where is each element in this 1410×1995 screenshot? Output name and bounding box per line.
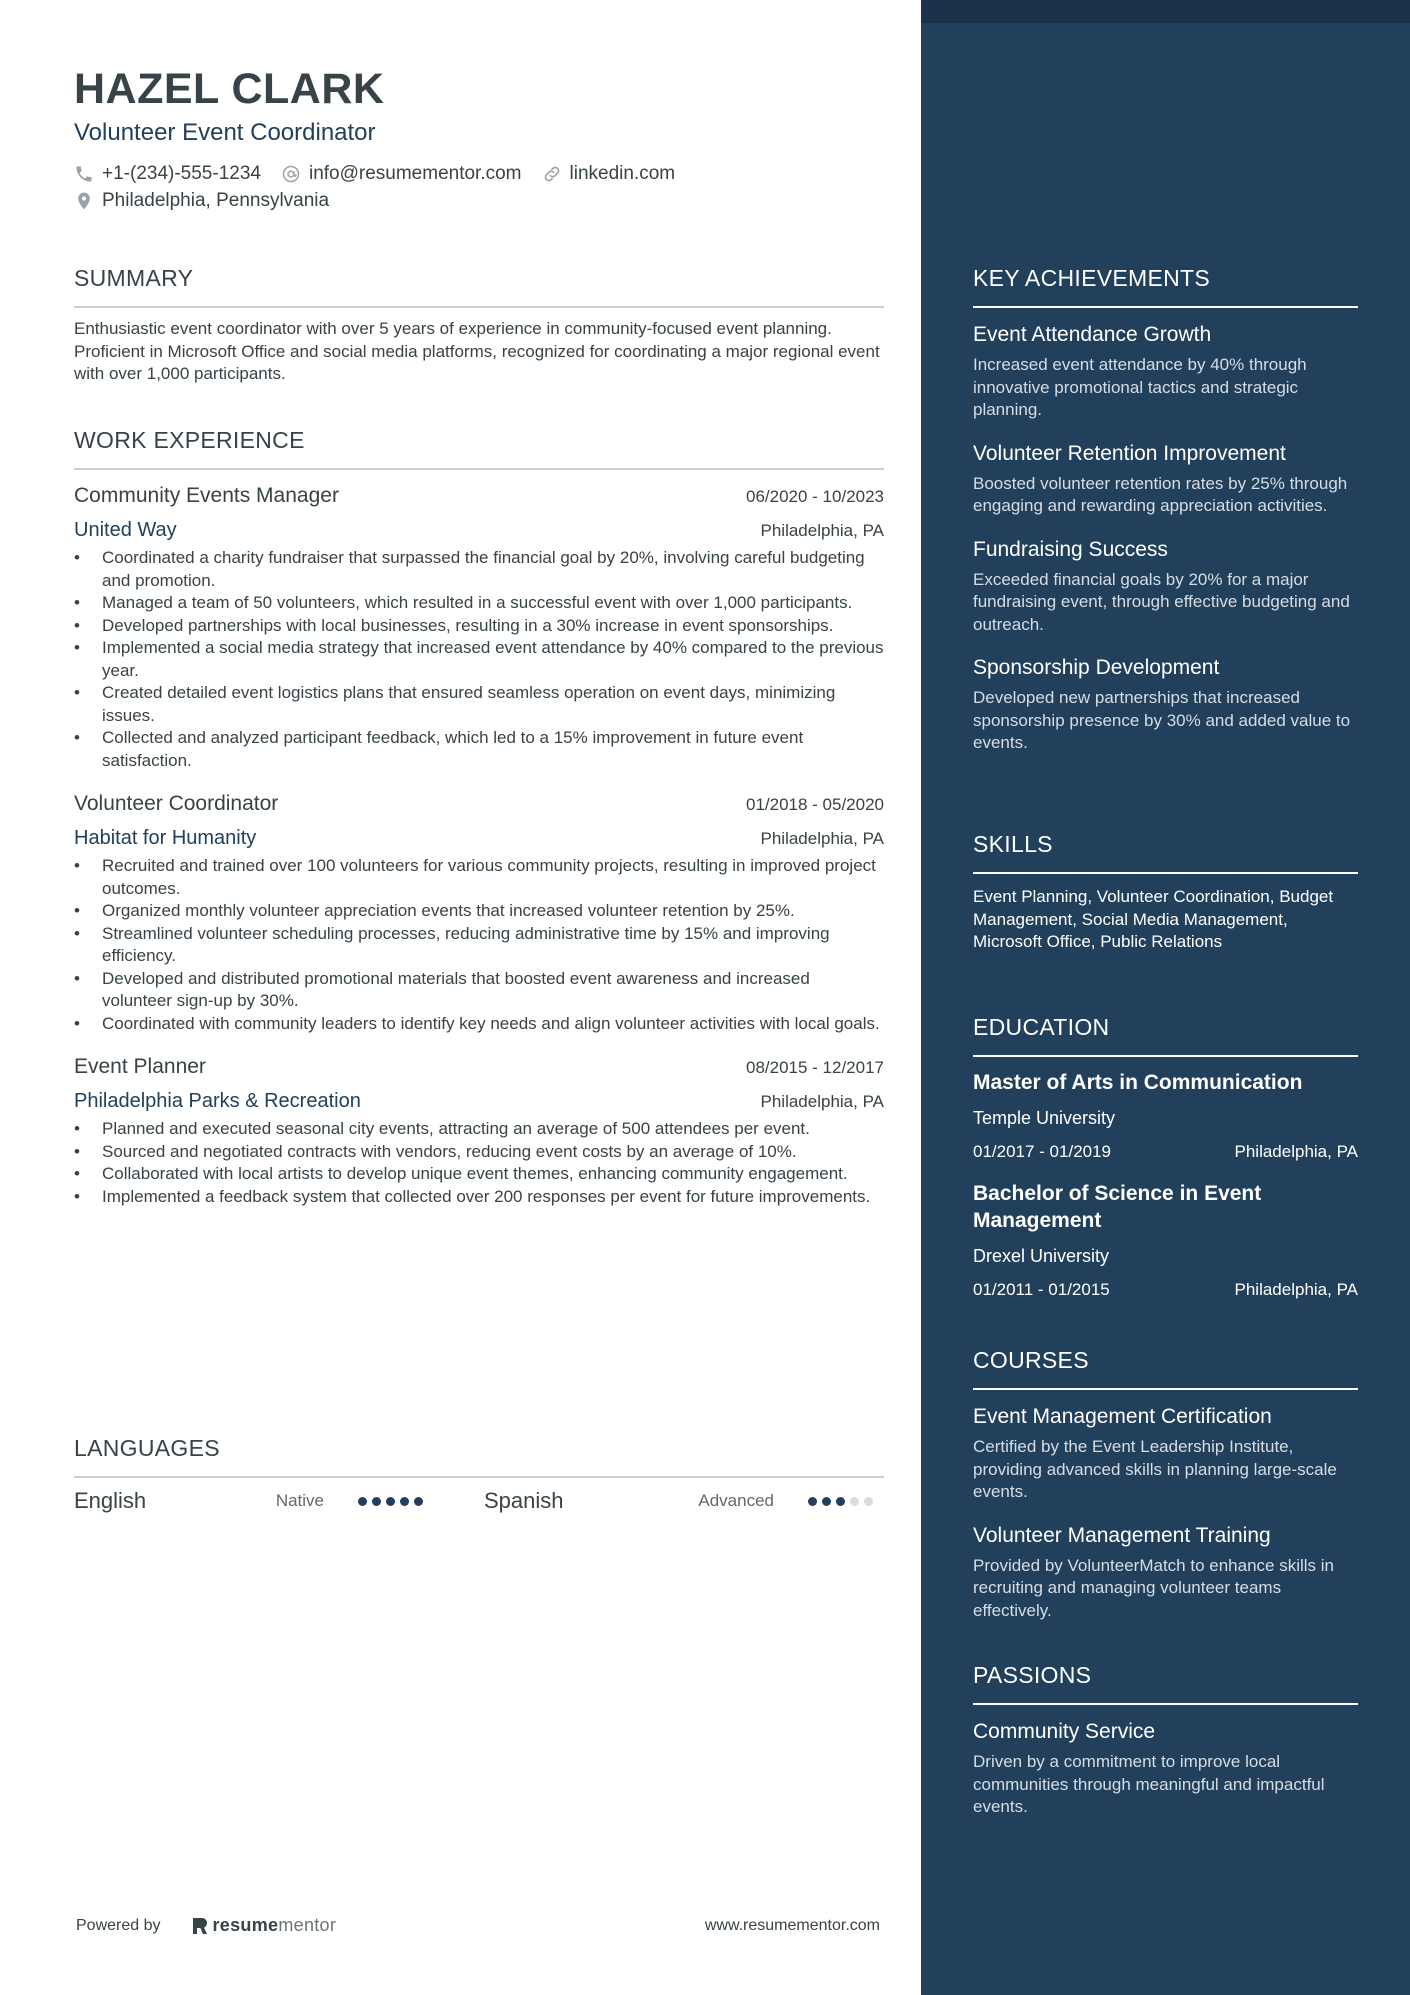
sidebar-top-bar <box>921 0 1410 23</box>
course-item <box>973 1403 1358 1504</box>
skills-section <box>973 829 1358 954</box>
achievement-item <box>973 654 1358 755</box>
education-heading: EDUCATION <box>973 1014 1110 1040</box>
header <box>74 64 884 214</box>
summary-text: Enthusiastic event coordinator with over 5 years of experience in community-focused event planning. Proficient in Microsoft Office and social media platforms, recognized for coordinating a major regional event with over 1,000 participants. <box>74 319 880 383</box>
candidate-title: Volunteer Event Coordinator <box>74 119 376 146</box>
language-level: Native <box>275 1491 324 1510</box>
achievements-section <box>973 263 1358 755</box>
brand-bold: resume <box>212 1915 279 1935</box>
job-company: United Way <box>74 519 177 541</box>
at-icon <box>281 164 301 184</box>
bullet-item: • Sourced and negotiated contracts with vendors, reducing event costs by an average of 10%. <box>74 1141 884 1164</box>
passion-title: Community Service <box>973 1720 1156 1743</box>
rating-dot-filled <box>822 1497 831 1506</box>
language-name: Spanish <box>484 1488 564 1513</box>
achievements-divider <box>973 306 1358 308</box>
rating-dot-empty <box>850 1497 859 1506</box>
education-location: Philadelphia, PA <box>1234 1280 1358 1299</box>
course-title: Volunteer Management Training <box>973 1523 1271 1547</box>
education-location: Philadelphia, PA <box>1234 1142 1358 1161</box>
job-dates: 08/2015 - 12/2017 <box>745 1058 884 1077</box>
rating-dot-empty <box>864 1497 873 1506</box>
bullet-item: • Organized monthly volunteer appreciation events that increased volunteer retention by 25%. <box>74 900 884 923</box>
language-level: Advanced <box>698 1491 774 1510</box>
education-dates: 01/2011 - 01/2015 <box>973 1280 1110 1299</box>
email-contact[interactable] <box>281 163 522 185</box>
rating-dot-filled <box>836 1497 845 1506</box>
achievements-heading: KEY ACHIEVEMENTS <box>973 265 1211 291</box>
rating-dot-filled <box>414 1497 423 1506</box>
passions-heading: PASSIONS <box>973 1662 1092 1688</box>
languages-section <box>74 1433 884 1514</box>
achievement-text: Increased event attendance by 40% through innovative promotional tactics and strategic planning. <box>973 355 1307 419</box>
job-company: Habitat for Humanity <box>74 827 257 849</box>
job-location: Philadelphia, PA <box>760 829 884 848</box>
email-text: info@resumementor.com <box>308 162 522 184</box>
passions-section <box>973 1660 1358 1819</box>
achievement-title: Event Attendance Growth <box>973 323 1212 346</box>
job-location: Philadelphia, PA <box>760 1092 884 1111</box>
bullet-item: • Recruited and trained over 100 volunteers for various community projects, resulting in improved project outcomes. <box>74 855 884 900</box>
bullet-item: • Managed a team of 50 volunteers, which resulted in a successful event with over 1,000 participants. <box>74 592 884 615</box>
brand-mark-icon <box>191 1916 209 1936</box>
courses-heading: COURSES <box>973 1347 1089 1373</box>
linkedin-text: linkedin.com <box>569 162 676 184</box>
passion-item <box>973 1718 1358 1819</box>
rating-dot-filled <box>808 1497 817 1506</box>
courses-section <box>973 1345 1358 1622</box>
bullet-item: • Developed partnerships with local businesses, resulting in a 30% increase in event sponsorships. <box>74 615 884 638</box>
phone-contact[interactable] <box>74 163 261 185</box>
passions-divider <box>973 1703 1358 1705</box>
education-item <box>973 1069 1358 1164</box>
education-item <box>973 1180 1358 1302</box>
job-bullets <box>74 1118 884 1208</box>
skills-divider <box>973 872 1358 874</box>
languages-divider <box>74 1476 884 1478</box>
brand-logo[interactable] <box>191 1915 337 1936</box>
phone-text: +1-(234)-555-1234 <box>102 162 261 184</box>
link-icon <box>542 164 562 184</box>
rating-dot-filled <box>400 1497 409 1506</box>
bullet-item: • Implemented a social media strategy that increased event attendance by 40% compared to the previous year. <box>74 637 884 682</box>
job-dates: 01/2018 - 05/2020 <box>745 795 884 814</box>
powered-by-text: Powered by <box>76 1916 161 1934</box>
location-contact <box>74 190 329 212</box>
summary-heading: SUMMARY <box>74 265 194 291</box>
achievement-text: Developed new partnerships that increased sponsorship presence by 30% and added value to events. <box>973 688 1351 752</box>
course-title: Event Management Certification <box>973 1405 1272 1428</box>
bullet-item: • Coordinated with community leaders to identify key needs and align volunteer activities with local goals. <box>74 1013 884 1036</box>
education-divider <box>973 1055 1358 1057</box>
language-name: English <box>74 1488 147 1513</box>
summary-section <box>74 263 884 386</box>
languages-heading: LANGUAGES <box>74 1435 220 1461</box>
bullet-item: • Created detailed event logistics plans that ensured seamless operation on event days, minimizing issues. <box>74 682 884 727</box>
job-location: Philadelphia, PA <box>760 521 884 540</box>
bullet-item: • Implemented a feedback system that collected over 200 responses per event for future improvements. <box>74 1186 884 1209</box>
job-bullets <box>74 547 884 772</box>
skills-text: Event Planning, Volunteer Coordination, Budget Management, Social Media Management, Microsoft Office, Public Relations <box>973 887 1334 951</box>
job-title: Volunteer Coordinator <box>74 792 279 815</box>
course-text: Provided by VolunteerMatch to enhance skills in recruiting and managing volunteer teams effectively. <box>973 1555 1334 1620</box>
job-dates: 06/2020 - 10/2023 <box>745 487 884 506</box>
education-degree: Master of Arts in Communication <box>973 1071 1303 1094</box>
job-entry <box>74 1053 884 1208</box>
skills-heading: SKILLS <box>973 831 1053 857</box>
achievement-title: Volunteer Retention Improvement <box>973 441 1286 465</box>
job-company: Philadelphia Parks & Recreation <box>74 1090 361 1112</box>
language-rating <box>808 1497 878 1506</box>
achievement-item <box>973 321 1358 422</box>
education-school: Temple University <box>973 1108 1116 1128</box>
candidate-name: HAZEL CLARK <box>74 65 385 113</box>
experience-divider <box>74 468 884 470</box>
education-school: Drexel University <box>973 1246 1110 1266</box>
education-dates: 01/2017 - 01/2019 <box>973 1142 1112 1161</box>
job-title: Event Planner <box>74 1055 206 1078</box>
summary-divider <box>74 306 884 308</box>
phone-icon <box>74 164 94 184</box>
language-item <box>484 1488 884 1514</box>
passion-text: Driven by a commitment to improve local communities through meaningful and impactful events. <box>973 1752 1325 1816</box>
rating-dot-filled <box>372 1497 381 1506</box>
job-entry <box>74 482 884 772</box>
bullet-item: • Collaborated with local artists to develop unique event themes, enhancing community engagement. <box>74 1163 884 1186</box>
job-bullets <box>74 855 884 1035</box>
footer <box>76 1915 880 1936</box>
language-item <box>74 1488 484 1514</box>
job-entry <box>74 790 884 1035</box>
footer-site-link[interactable]: www.resumementor.com <box>704 1916 880 1934</box>
brand-light: mentor <box>278 1915 337 1935</box>
achievement-item <box>973 536 1358 637</box>
bullet-item: • Streamlined volunteer scheduling processes, reducing administrative time by 15% and improving efficiency. <box>74 923 884 968</box>
contact-info <box>74 160 884 214</box>
bullet-item: • Planned and executed seasonal city events, attracting an average of 500 attendees per event. <box>74 1118 884 1141</box>
achievement-item <box>973 440 1358 518</box>
achievement-title: Sponsorship Development <box>973 656 1220 679</box>
achievement-text: Boosted volunteer retention rates by 25% through engaging and rewarding appreciation activities. <box>973 473 1348 515</box>
experience-section <box>74 425 884 1208</box>
course-text: Certified by the Event Leadership Institute, providing advanced skills in planning large-scale events. <box>973 1437 1337 1501</box>
job-title: Community Events Manager <box>74 484 339 507</box>
education-section <box>973 1012 1358 1302</box>
achievement-text: Exceeded financial goals by 20% for a major fundraising event, through effective budgeting and outreach. <box>973 569 1350 634</box>
language-rating <box>358 1497 428 1506</box>
experience-heading: WORK EXPERIENCE <box>74 427 305 453</box>
courses-divider <box>973 1388 1358 1390</box>
sidebar <box>921 0 1410 1995</box>
achievement-title: Fundraising Success <box>973 537 1168 561</box>
location-pin-icon <box>74 191 94 211</box>
linkedin-contact[interactable] <box>542 163 676 185</box>
bullet-item: • Collected and analyzed participant feedback, which led to a 15% improvement in future event satisfaction. <box>74 727 884 772</box>
location-text: Philadelphia, Pennsylvania <box>102 189 330 211</box>
rating-dot-filled <box>386 1497 395 1506</box>
course-item <box>973 1522 1358 1623</box>
rating-dot-filled <box>358 1497 367 1506</box>
bullet-item: • Developed and distributed promotional materials that boosted event awareness and increased volunteer sign-up by 30%. <box>74 968 884 1013</box>
education-degree: Bachelor of Science in Event Management <box>973 1182 1262 1232</box>
bullet-item: • Coordinated a charity fundraiser that surpassed the financial goal by 20%, involving careful budgeting and promotion. <box>74 547 884 592</box>
